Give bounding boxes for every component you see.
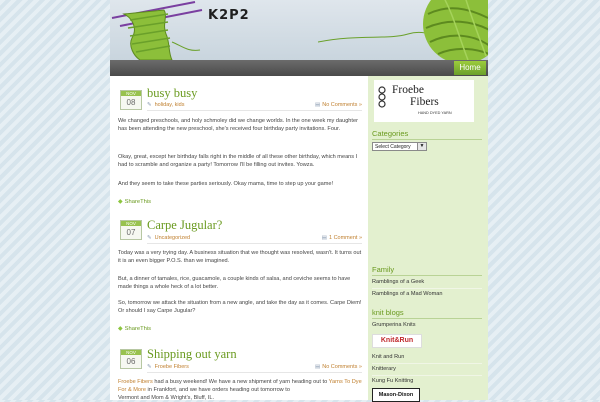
share-icon: ◆: [118, 326, 123, 332]
post-title[interactable]: Carpe Jugular?: [147, 218, 223, 232]
post-categories[interactable]: ✎ Uncategorized: [147, 235, 191, 241]
post-categories[interactable]: ✎ Froebe Fibers: [147, 364, 189, 370]
family-link[interactable]: Ramblings of a Geek: [372, 279, 425, 285]
divider: [372, 375, 482, 376]
date-month: NOV: [121, 91, 141, 96]
page-wrapper: [110, 0, 488, 400]
divider: [372, 139, 482, 140]
post-paragraph: But, a dinner of tamales, rice, guacamole, a couple kinds of salsa, and ceviche seems to have made things a whole heck of a lot better.: [118, 276, 351, 290]
post-paragraph: And they seem to take these parties seriously. Okay mama, time to step up your game!: [118, 181, 334, 187]
knit-blog-link[interactable]: Grumperina Knits: [372, 322, 416, 328]
sidebar: [368, 76, 488, 400]
froebe-fibers-link[interactable]: Froebe Fibers: [118, 379, 153, 385]
post-paragraph: Okay, great, except her birthday falls right in the middle of all these other birthday, which means I had to scramble and organize a party! Tomorrow I'll be filling out invites. Yowza.: [118, 154, 358, 168]
post-meta: [147, 235, 362, 244]
knit-blog-link[interactable]: Knit and Run: [372, 354, 405, 360]
sharethis-link[interactable]: ◆ ShareThis: [118, 326, 152, 332]
post-title[interactable]: busy busy: [147, 86, 198, 100]
froebe-tagline: HAND DYED YARN: [418, 111, 452, 115]
post-paragraph: [118, 379, 364, 402]
post-comments-link[interactable]: ▤ No Comments »: [315, 102, 362, 108]
divider: [372, 288, 482, 289]
knit-and-run-logo[interactable]: Knit&Run: [372, 334, 422, 348]
site-title[interactable]: K2P2: [208, 8, 250, 23]
comment-icon: ▤: [315, 364, 321, 370]
pencil-icon: ✎: [147, 102, 152, 108]
divider: [372, 363, 482, 364]
paragraph-text: Vermont and Mom & Wright's, Bluff, IL.: [118, 394, 214, 401]
knit-blog-link[interactable]: Knitterary: [372, 366, 396, 372]
paragraph-text: had a busy weekend! We have a new shipment of yarn heading out to: [152, 379, 329, 385]
post-categories[interactable]: ✎ holiday, kids: [147, 102, 185, 108]
post-paragraph: So, tomorrow we attack the situation from a new angle, and take the day as it comes. Carpe Diem! Or should I say Carpe Jugular?: [118, 300, 362, 314]
froebe-fibers-ad[interactable]: [374, 80, 474, 122]
date-badge: [120, 220, 142, 240]
family-heading: Family: [372, 265, 395, 274]
knit-blogs-heading: knit blogs: [372, 308, 404, 317]
pencil-icon: ✎: [147, 364, 152, 370]
froebe-logo-icon: [376, 86, 392, 108]
date-month: NOV: [121, 221, 141, 226]
knitting-needles-image: [110, 0, 210, 60]
pencil-icon: ✎: [147, 235, 152, 241]
post-paragraph: We changed preschools, and holy schmoley did we change worlds. In the one week my daughter has been attending the new preschool, she's received four birthday party invitations. Four.: [118, 118, 358, 132]
category-select[interactable]: Select Category ▼: [372, 142, 427, 151]
categories-heading: Categories: [372, 129, 409, 138]
share-icon: ◆: [118, 199, 123, 205]
date-day: 08: [126, 98, 136, 107]
post-paragraph: Today was a very trying day. A business situation that we thought was resolved, wasn't. It turns out it is an even bigger P.O.S. than we imagined.: [118, 250, 362, 264]
comment-icon: ▤: [321, 235, 327, 241]
date-day: 06: [126, 357, 136, 366]
yarn-ball-image: [318, 0, 488, 60]
sharethis-link[interactable]: ◆ ShareThis: [118, 199, 152, 205]
post-comments-link[interactable]: ▤ No Comments »: [315, 364, 362, 370]
knit-blog-link[interactable]: Kung Fu Knitting: [372, 378, 414, 384]
froebe-name: Froebe Fibers: [392, 84, 439, 108]
paragraph-text: in Frankfort, and we have orders heading out tomorrow to: [145, 386, 290, 393]
chevron-down-icon: ▼: [417, 143, 426, 150]
date-month: NOV: [121, 350, 141, 355]
divider: [372, 318, 482, 319]
mason-dixon-logo[interactable]: Mason-Dixon: [372, 388, 420, 402]
post-title[interactable]: Shipping out yarn: [147, 347, 237, 361]
family-link[interactable]: Ramblings of a Mad Woman: [372, 291, 443, 297]
comment-icon: ▤: [315, 102, 321, 108]
post-meta: [147, 364, 362, 373]
divider: [372, 275, 482, 276]
date-day: 07: [126, 228, 136, 237]
post-comments-link[interactable]: ▤ 1 Comment »: [321, 235, 362, 241]
site-header: [110, 0, 488, 60]
nav-home-tab[interactable]: Home: [454, 61, 486, 75]
nav-bar: [110, 60, 488, 76]
date-badge: [120, 349, 142, 369]
post-meta: [147, 102, 362, 111]
date-badge: [120, 90, 142, 110]
yarns-to-dye-for-link[interactable]: Yarns To Dye For & More: [118, 379, 362, 393]
